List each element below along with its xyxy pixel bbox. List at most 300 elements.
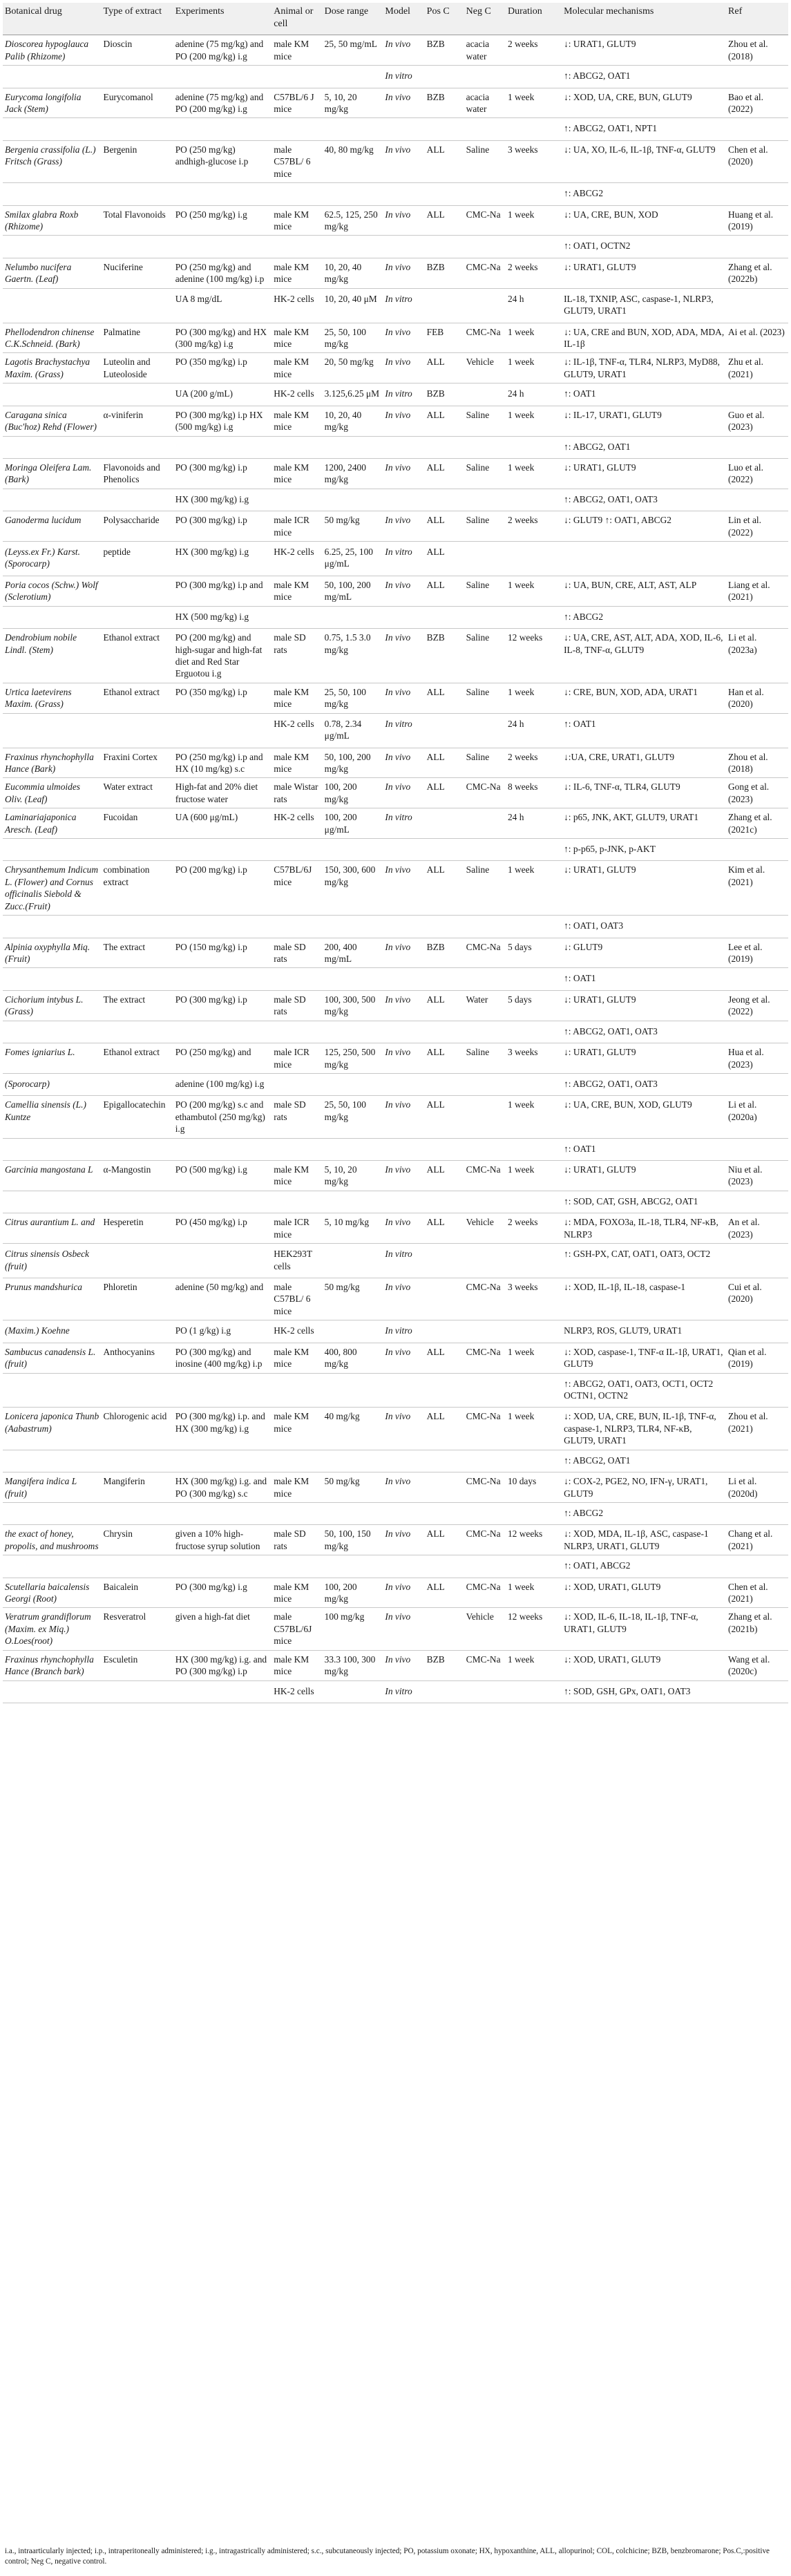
table-row bbox=[3, 1021, 788, 1043]
cell-negc: Saline bbox=[464, 576, 506, 606]
cell-posc: ALL bbox=[425, 406, 464, 436]
cell-duration bbox=[506, 916, 562, 938]
cell-duration bbox=[506, 183, 562, 205]
table-row bbox=[3, 1578, 788, 1608]
cell-posc: ALL bbox=[425, 1096, 464, 1138]
cell-posc bbox=[425, 968, 464, 990]
cell-experiments: given a 10% high-fructose syrup solution bbox=[173, 1525, 272, 1555]
cell-ref: Liang et al. (2021) bbox=[726, 576, 788, 606]
cell-negc bbox=[464, 1191, 506, 1213]
table-row bbox=[3, 808, 788, 839]
cell-mechanisms: ↑: ABCG2, OAT1, OAT3 bbox=[562, 489, 726, 511]
cell-experiments bbox=[173, 1502, 272, 1524]
cell-posc bbox=[425, 1450, 464, 1472]
cell-extract bbox=[102, 1244, 173, 1278]
cell-duration bbox=[506, 489, 562, 511]
cell-model: In vivo bbox=[383, 205, 424, 236]
table-row bbox=[3, 383, 788, 406]
cell-experiments bbox=[173, 916, 272, 938]
cell-dose: 150, 300, 600 mg/kg bbox=[323, 861, 383, 916]
cell-model: In vivo bbox=[383, 629, 424, 683]
cell-ref: Bao et al. (2022) bbox=[726, 88, 788, 118]
cell-extract bbox=[102, 1373, 173, 1408]
cell-dose: 10, 20, 40 mg/kg bbox=[323, 406, 383, 436]
cell-experiments: PO (300 mg/kg) i.p bbox=[173, 458, 272, 489]
cell-dose: 50 mg/kg bbox=[323, 511, 383, 542]
cell-posc: FEB bbox=[425, 323, 464, 353]
cell-posc: ALL bbox=[425, 1525, 464, 1555]
cell-dose: 50, 100, 200 mg/mL bbox=[323, 576, 383, 606]
cell-duration bbox=[506, 436, 562, 458]
cell-animal bbox=[271, 183, 322, 205]
cell-model: In vivo bbox=[383, 1278, 424, 1320]
cell-duration: 12 weeks bbox=[506, 1608, 562, 1650]
cell-drug: Sambucus canadensis L. (fruit) bbox=[3, 1343, 102, 1373]
table-row bbox=[3, 1373, 788, 1408]
cell-animal: male KM mice bbox=[271, 1650, 322, 1680]
cell-drug: Laminariajaponica Aresch. (Leaf) bbox=[3, 808, 102, 839]
cell-animal: HK-2 cells bbox=[271, 713, 322, 748]
table-row bbox=[3, 938, 788, 968]
cell-animal: male C57BL/ 6 mice bbox=[271, 1278, 322, 1320]
cell-negc: Vehicle bbox=[464, 1213, 506, 1244]
cell-negc: Water bbox=[464, 990, 506, 1021]
cell-animal bbox=[271, 1138, 322, 1160]
cell-animal: male ICR mice bbox=[271, 1043, 322, 1074]
cell-mechanisms: ↓: XOD, IL-1β, IL-18, caspase-1 bbox=[562, 1278, 726, 1320]
cell-duration: 3 weeks bbox=[506, 140, 562, 182]
cell-mechanisms: ↓: COX-2, PGE2, NO, IFN-γ, URAT1, GLUT9 bbox=[562, 1472, 726, 1503]
cell-extract bbox=[102, 606, 173, 628]
cell-experiments: PO (300 mg/kg) i.p. and HX (300 mg/kg) i.g bbox=[173, 1408, 272, 1450]
cell-extract: peptide bbox=[102, 542, 173, 576]
table-row bbox=[3, 1138, 788, 1160]
cell-animal: male C57BL/ 6 mice bbox=[271, 140, 322, 182]
cell-model bbox=[383, 916, 424, 938]
cell-drug: Dendrobium nobile Lindl. (Stem) bbox=[3, 629, 102, 683]
cell-model: In vitro bbox=[383, 542, 424, 576]
cell-mechanisms: ↓: UA, CRE, BUN, XOD, GLUT9 bbox=[562, 1096, 726, 1138]
cell-posc bbox=[425, 1502, 464, 1524]
cell-duration: 1 week bbox=[506, 1096, 562, 1138]
cell-duration: 3 weeks bbox=[506, 1278, 562, 1320]
cell-model bbox=[383, 1373, 424, 1408]
cell-duration: 1 week bbox=[506, 683, 562, 713]
cell-duration bbox=[506, 66, 562, 88]
cell-negc bbox=[464, 1555, 506, 1578]
cell-animal bbox=[271, 1191, 322, 1213]
cell-model: In vivo bbox=[383, 990, 424, 1021]
cell-posc bbox=[425, 1373, 464, 1408]
cell-dose: 10, 20, 40 mg/kg bbox=[323, 258, 383, 288]
cell-dose bbox=[323, 1138, 383, 1160]
cell-drug bbox=[3, 1502, 102, 1524]
cell-animal bbox=[271, 606, 322, 628]
cell-extract: The extract bbox=[102, 938, 173, 968]
cell-mechanisms: IL-18, TXNIP, ASC, caspase-1, NLRP3, GLUT9, URAT1 bbox=[562, 288, 726, 323]
cell-extract bbox=[102, 713, 173, 748]
cell-experiments: PO (1 g/kg) i.g bbox=[173, 1320, 272, 1343]
cell-extract bbox=[102, 489, 173, 511]
table-row bbox=[3, 236, 788, 258]
cell-ref bbox=[726, 1502, 788, 1524]
cell-animal: male ICR mice bbox=[271, 1213, 322, 1244]
cell-negc: Saline bbox=[464, 1043, 506, 1074]
cell-negc: Saline bbox=[464, 458, 506, 489]
cell-mechanisms: ↑: ABCG2, OAT1 bbox=[562, 1450, 726, 1472]
cell-negc: CMC-Na bbox=[464, 1525, 506, 1555]
table-row bbox=[3, 1073, 788, 1095]
cell-drug: Bergenia crassifolia (L.) Fritsch (Grass) bbox=[3, 140, 102, 182]
cell-experiments: PO (200 mg/kg) s.c and ethambutol (250 mg/kg) i.g bbox=[173, 1096, 272, 1138]
cell-drug bbox=[3, 436, 102, 458]
cell-mechanisms: ↓: URAT1, GLUT9 bbox=[562, 258, 726, 288]
cell-animal: HK-2 cells bbox=[271, 542, 322, 576]
cell-posc: BZB bbox=[425, 938, 464, 968]
cell-model: In vivo bbox=[383, 258, 424, 288]
cell-posc bbox=[425, 66, 464, 88]
cell-drug bbox=[3, 1680, 102, 1703]
cell-experiments bbox=[173, 1555, 272, 1578]
column-header-duration: Duration bbox=[506, 3, 562, 35]
cell-drug: Veratrum grandiflorum (Maxim. ex Miq.) O.Loes(root) bbox=[3, 1608, 102, 1650]
table-row bbox=[3, 88, 788, 118]
cell-duration bbox=[506, 606, 562, 628]
cell-drug: (Leyss.ex Fr.) Karst. (Sporocarp) bbox=[3, 542, 102, 576]
cell-ref bbox=[726, 1021, 788, 1043]
cell-mechanisms: ↑: OAT1, OAT3 bbox=[562, 916, 726, 938]
cell-posc bbox=[425, 1191, 464, 1213]
cell-drug: Alpinia oxyphylla Miq. (Fruit) bbox=[3, 938, 102, 968]
cell-experiments bbox=[173, 1244, 272, 1278]
table-row bbox=[3, 1555, 788, 1578]
table-footnote: i.a., intraarticularly injected; i.p., intraperitoneally administered; i.g., intragastrically administered; s.c., subcutaneously injected; PO, potassium oxonate; HX, hypoxanthine, ALL, allopurinol; COL, colchicine; BZB, benzbromarone; Pos.C,:positive control; Neg C, negative control. bbox=[5, 2547, 770, 2566]
cell-negc: CMC-Na bbox=[464, 1161, 506, 1191]
table-row bbox=[3, 35, 788, 66]
cell-mechanisms: ↑: ABCG2, OAT1 bbox=[562, 66, 726, 88]
cell-animal: HK-2 cells bbox=[271, 383, 322, 406]
cell-mechanisms: ↓: IL-6, TNF-α, TLR4, GLUT9 bbox=[562, 778, 726, 808]
cell-experiments: UA (600 μg/mL) bbox=[173, 808, 272, 839]
cell-dose: 25, 50, 100 mg/kg bbox=[323, 323, 383, 353]
cell-extract bbox=[102, 1502, 173, 1524]
cell-experiments: adenine (50 mg/kg) and bbox=[173, 1278, 272, 1320]
cell-animal: HEK293T cells bbox=[271, 1244, 322, 1278]
cell-posc: ALL bbox=[425, 990, 464, 1021]
cell-duration: 8 weeks bbox=[506, 778, 562, 808]
cell-ref: Gong et al. (2023) bbox=[726, 778, 788, 808]
cell-dose bbox=[323, 839, 383, 861]
cell-animal bbox=[271, 968, 322, 990]
cell-experiments: PO (150 mg/kg) i.p bbox=[173, 938, 272, 968]
cell-animal bbox=[271, 1555, 322, 1578]
cell-duration bbox=[506, 1373, 562, 1408]
cell-duration: 10 days bbox=[506, 1472, 562, 1503]
table-row bbox=[3, 1408, 788, 1450]
cell-negc bbox=[464, 542, 506, 576]
cell-experiments bbox=[173, 1373, 272, 1408]
cell-animal: C57BL/6J mice bbox=[271, 861, 322, 916]
cell-extract bbox=[102, 1021, 173, 1043]
cell-drug bbox=[3, 183, 102, 205]
cell-negc: Saline bbox=[464, 629, 506, 683]
cell-duration: 1 week bbox=[506, 1408, 562, 1450]
table-row bbox=[3, 1680, 788, 1703]
cell-posc: ALL bbox=[425, 683, 464, 713]
cell-model: In vivo bbox=[383, 406, 424, 436]
column-header-experiments: Experiments bbox=[173, 3, 272, 35]
cell-drug: (Sporocarp) bbox=[3, 1073, 102, 1095]
cell-mechanisms: ↑: ABCG2, OAT1 bbox=[562, 436, 726, 458]
cell-drug: Dioscorea hypoglauca Palib (Rhizome) bbox=[3, 35, 102, 66]
cell-dose bbox=[323, 1373, 383, 1408]
cell-negc bbox=[464, 118, 506, 140]
cell-ref bbox=[726, 968, 788, 990]
cell-duration: 1 week bbox=[506, 88, 562, 118]
cell-dose: 5, 10 mg/kg bbox=[323, 1213, 383, 1244]
cell-model: In vivo bbox=[383, 1578, 424, 1608]
cell-negc: CMC-Na bbox=[464, 258, 506, 288]
cell-negc: acacia water bbox=[464, 35, 506, 66]
cell-mechanisms: ↓: URAT1, GLUT9 bbox=[562, 35, 726, 66]
cell-duration: 5 days bbox=[506, 938, 562, 968]
cell-drug bbox=[3, 1373, 102, 1408]
cell-dose: 40, 80 mg/kg bbox=[323, 140, 383, 182]
cell-mechanisms: ↑: GSH-PX, CAT, OAT1, OAT3, OCT2 bbox=[562, 1244, 726, 1278]
cell-dose bbox=[323, 1073, 383, 1095]
cell-ref bbox=[726, 183, 788, 205]
cell-extract bbox=[102, 1680, 173, 1703]
cell-model: In vivo bbox=[383, 35, 424, 66]
cell-animal bbox=[271, 236, 322, 258]
cell-extract bbox=[102, 1320, 173, 1343]
table-row bbox=[3, 258, 788, 288]
cell-ref: Luo et al. (2022) bbox=[726, 458, 788, 489]
cell-model: In vitro bbox=[383, 713, 424, 748]
table-row bbox=[3, 489, 788, 511]
table-row bbox=[3, 1450, 788, 1472]
cell-mechanisms: ↑: p-p65, p-JNK, p-AKT bbox=[562, 839, 726, 861]
cell-posc: BZB bbox=[425, 1650, 464, 1680]
cell-experiments bbox=[173, 839, 272, 861]
cell-model: In vivo bbox=[383, 683, 424, 713]
cell-negc bbox=[464, 1373, 506, 1408]
cell-negc bbox=[464, 839, 506, 861]
cell-ref: Chen et al. (2021) bbox=[726, 1578, 788, 1608]
cell-posc bbox=[425, 1073, 464, 1095]
cell-drug: Prunus mandshurica bbox=[3, 1278, 102, 1320]
cell-duration bbox=[506, 839, 562, 861]
table-row bbox=[3, 861, 788, 916]
cell-model: In vivo bbox=[383, 1096, 424, 1138]
cell-mechanisms: ↓: URAT1, GLUT9 bbox=[562, 1043, 726, 1074]
cell-extract bbox=[102, 1191, 173, 1213]
cell-dose bbox=[323, 436, 383, 458]
cell-negc: CMC-Na bbox=[464, 1578, 506, 1608]
cell-drug: Lagotis Brachystachya Maxim. (Grass) bbox=[3, 353, 102, 383]
cell-posc: BZB bbox=[425, 88, 464, 118]
cell-animal: male KM mice bbox=[271, 1343, 322, 1373]
cell-negc: CMC-Na bbox=[464, 778, 506, 808]
cell-ref bbox=[726, 1373, 788, 1408]
cell-extract: Anthocyanins bbox=[102, 1343, 173, 1373]
cell-ref: Li et al. (2020a) bbox=[726, 1096, 788, 1138]
cell-ref bbox=[726, 542, 788, 576]
cell-experiments: PO (300 mg/kg) i.p bbox=[173, 990, 272, 1021]
cell-mechanisms: ↑: ABCG2 bbox=[562, 183, 726, 205]
cell-negc bbox=[464, 1096, 506, 1138]
cell-experiments: PO (200 mg/kg) and high-sugar and high-fat diet and Red Star Erguotou i.g bbox=[173, 629, 272, 683]
cell-model bbox=[383, 968, 424, 990]
cell-negc bbox=[464, 1502, 506, 1524]
cell-duration: 1 week bbox=[506, 458, 562, 489]
cell-posc: ALL bbox=[425, 542, 464, 576]
column-header-dose: Dose range bbox=[323, 3, 383, 35]
cell-drug bbox=[3, 1450, 102, 1472]
cell-ref: Niu et al. (2023) bbox=[726, 1161, 788, 1191]
cell-model: In vivo bbox=[383, 748, 424, 778]
cell-dose: 100 mg/kg bbox=[323, 1608, 383, 1650]
cell-extract: Epigallocatechin bbox=[102, 1096, 173, 1138]
cell-duration: 24 h bbox=[506, 808, 562, 839]
cell-model: In vivo bbox=[383, 1650, 424, 1680]
cell-ref bbox=[726, 1450, 788, 1472]
cell-duration: 24 h bbox=[506, 288, 562, 323]
cell-negc: acacia water bbox=[464, 88, 506, 118]
cell-mechanisms: ↓: XOD, UA, CRE, BUN, GLUT9 bbox=[562, 88, 726, 118]
cell-negc bbox=[464, 66, 506, 88]
table-header bbox=[3, 3, 788, 35]
cell-drug: Nelumbo nucifera Gaertn. (Leaf) bbox=[3, 258, 102, 288]
cell-extract bbox=[102, 236, 173, 258]
table-row bbox=[3, 288, 788, 323]
cell-negc: Saline bbox=[464, 861, 506, 916]
cell-experiments: PO (250 mg/kg) and adenine (100 mg/kg) i.p bbox=[173, 258, 272, 288]
table-row bbox=[3, 353, 788, 383]
table-row bbox=[3, 1502, 788, 1524]
cell-drug: Phellodendron chinense C.K.Schneid. (Bark) bbox=[3, 323, 102, 353]
column-header-mechanisms: Molecular mechanisms bbox=[562, 3, 726, 35]
cell-extract bbox=[102, 968, 173, 990]
cell-negc bbox=[464, 916, 506, 938]
cell-duration bbox=[506, 1073, 562, 1095]
cell-drug: (Maxim.) Koehne bbox=[3, 1320, 102, 1343]
cell-duration bbox=[506, 968, 562, 990]
column-header-negc: Neg C bbox=[464, 3, 506, 35]
table-row bbox=[3, 1320, 788, 1343]
cell-duration: 24 h bbox=[506, 383, 562, 406]
cell-model: In vivo bbox=[383, 778, 424, 808]
table-row bbox=[3, 713, 788, 748]
cell-dose: 1200, 2400 mg/kg bbox=[323, 458, 383, 489]
cell-animal: HK-2 cells bbox=[271, 808, 322, 839]
cell-drug bbox=[3, 383, 102, 406]
cell-dose bbox=[323, 1320, 383, 1343]
cell-experiments: PO (450 mg/kg) i.p bbox=[173, 1213, 272, 1244]
cell-experiments bbox=[173, 1138, 272, 1160]
cell-dose: 50 mg/kg bbox=[323, 1472, 383, 1503]
cell-ref: Zhu et al. (2021) bbox=[726, 353, 788, 383]
cell-posc: ALL bbox=[425, 1043, 464, 1074]
cell-ref bbox=[726, 436, 788, 458]
cell-ref bbox=[726, 1138, 788, 1160]
cell-posc: ALL bbox=[425, 1408, 464, 1450]
cell-drug bbox=[3, 236, 102, 258]
cell-experiments: HX (500 mg/kg) i.g bbox=[173, 606, 272, 628]
cell-model: In vitro bbox=[383, 66, 424, 88]
cell-animal bbox=[271, 489, 322, 511]
cell-negc: Saline bbox=[464, 406, 506, 436]
cell-experiments: HX (300 mg/kg) i.g bbox=[173, 489, 272, 511]
cell-ref bbox=[726, 288, 788, 323]
cell-posc: ALL bbox=[425, 1161, 464, 1191]
cell-negc bbox=[464, 606, 506, 628]
cell-ref bbox=[726, 606, 788, 628]
cell-drug: Smilax glabra Roxb (Rhizome) bbox=[3, 205, 102, 236]
cell-mechanisms: ↑: ABCG2, OAT1, OAT3 bbox=[562, 1021, 726, 1043]
cell-experiments: UA (200 g/mL) bbox=[173, 383, 272, 406]
cell-model: In vivo bbox=[383, 140, 424, 182]
cell-mechanisms: ↓: UA, CRE and BUN, XOD, ADA, MDA, IL-1β bbox=[562, 323, 726, 353]
cell-drug: Garcinia mangostana L bbox=[3, 1161, 102, 1191]
cell-dose bbox=[323, 236, 383, 258]
cell-animal bbox=[271, 1373, 322, 1408]
cell-animal: male KM mice bbox=[271, 748, 322, 778]
cell-ref bbox=[726, 236, 788, 258]
cell-drug: Caragana sinica (Buc'hoz) Rehd (Flower) bbox=[3, 406, 102, 436]
cell-dose bbox=[323, 1450, 383, 1472]
cell-model: In vivo bbox=[383, 1608, 424, 1650]
cell-dose: 0.75, 1.5 3.0 mg/kg bbox=[323, 629, 383, 683]
cell-dose: 100, 300, 500 mg/kg bbox=[323, 990, 383, 1021]
cell-animal: male KM mice bbox=[271, 683, 322, 713]
cell-extract: Ethanol extract bbox=[102, 629, 173, 683]
cell-duration bbox=[506, 1244, 562, 1278]
cell-ref bbox=[726, 1244, 788, 1278]
cell-posc bbox=[425, 1320, 464, 1343]
cell-ref bbox=[726, 118, 788, 140]
cell-animal: male KM mice bbox=[271, 1161, 322, 1191]
cell-extract: Mangiferin bbox=[102, 1472, 173, 1503]
cell-ref: Kim et al. (2021) bbox=[726, 861, 788, 916]
cell-drug bbox=[3, 1021, 102, 1043]
cell-posc bbox=[425, 288, 464, 323]
cell-drug bbox=[3, 489, 102, 511]
cell-mechanisms: ↑: OAT1 bbox=[562, 383, 726, 406]
cell-mechanisms: ↓: XOD, URAT1, GLUT9 bbox=[562, 1578, 726, 1608]
cell-mechanisms: ↓: GLUT9 bbox=[562, 938, 726, 968]
cell-negc bbox=[464, 968, 506, 990]
cell-ref: Hua et al. (2023) bbox=[726, 1043, 788, 1074]
cell-experiments: PO (350 mg/kg) i.p bbox=[173, 353, 272, 383]
cell-animal: male KM mice bbox=[271, 258, 322, 288]
cell-extract bbox=[102, 288, 173, 323]
cell-extract: Nuciferine bbox=[102, 258, 173, 288]
column-header-posc: Pos C bbox=[425, 3, 464, 35]
cell-duration bbox=[506, 1191, 562, 1213]
cell-ref: Lee et al. (2019) bbox=[726, 938, 788, 968]
cell-extract: Bergenin bbox=[102, 140, 173, 182]
cell-drug: the exact of honey, propolis, and mushrooms bbox=[3, 1525, 102, 1555]
table-row bbox=[3, 1161, 788, 1191]
cell-duration: 3 weeks bbox=[506, 1043, 562, 1074]
cell-posc: ALL bbox=[425, 861, 464, 916]
table-row bbox=[3, 511, 788, 542]
cell-model: In vivo bbox=[383, 938, 424, 968]
cell-ref: An et al. (2023) bbox=[726, 1213, 788, 1244]
cell-extract bbox=[102, 436, 173, 458]
cell-extract: Palmatine bbox=[102, 323, 173, 353]
